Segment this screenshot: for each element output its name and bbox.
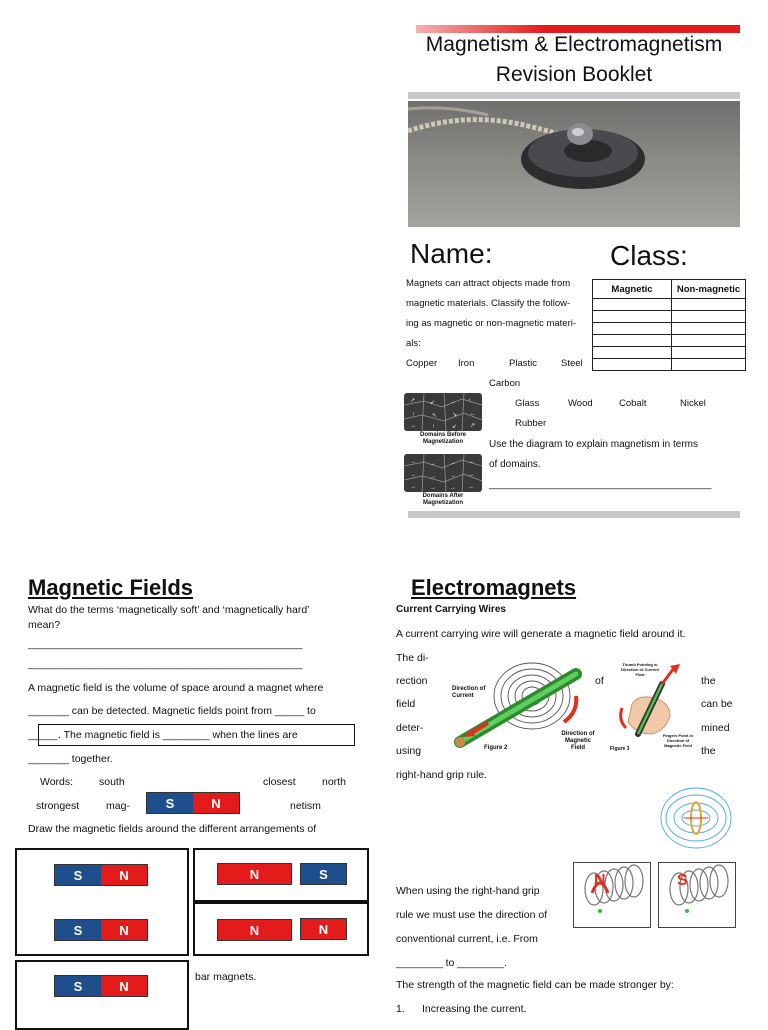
em-right-word: the (701, 745, 716, 757)
bar-magnet (146, 792, 240, 814)
em-rule-line: right-hand grip rule. (396, 769, 488, 781)
em-right-word: the (701, 675, 716, 687)
svg-text:→: → (468, 484, 474, 490)
south-pole: S (301, 864, 346, 884)
material-rubber: Rubber (515, 418, 547, 429)
svg-text:↙: ↙ (430, 400, 436, 406)
bar-magnet (54, 919, 148, 941)
grip-line: ________ to ________. (396, 957, 507, 969)
cover-photo (408, 101, 740, 227)
domains-after-image (404, 454, 482, 492)
material-copper: Copper (406, 358, 438, 369)
material-nickel: Nickel (680, 398, 706, 409)
north-pole: N (101, 865, 147, 885)
coil-diagram-south (658, 862, 736, 928)
solenoid-field-diagram (660, 785, 732, 851)
svg-text:→: → (468, 472, 474, 478)
mf-para-3b: . The magnetic field is ________ when the lines are (58, 729, 298, 741)
svg-text:↙: ↙ (452, 424, 458, 430)
word-netism: netism (290, 800, 321, 812)
class-label: Class: (610, 240, 688, 271)
svg-text:→: → (468, 459, 474, 465)
em-para-1: A current carrying wire will generate a magnetic field around it. (396, 628, 686, 640)
north-pole: N (301, 919, 346, 939)
svg-text:→: → (450, 399, 456, 405)
em-right-word: mined (701, 722, 730, 734)
mf-para-3a: _____ (28, 729, 58, 741)
mf-question-2: mean? (28, 619, 61, 631)
south-pole: S (55, 976, 101, 996)
south-pole: S (55, 865, 101, 885)
south-block (300, 863, 347, 885)
classify-table (592, 279, 746, 371)
domains-after-caption: Domains After Magnetization (422, 493, 464, 506)
svg-text:↓: ↓ (412, 411, 415, 417)
bar-magnets-text: bar magnets. (195, 971, 257, 983)
grip-line: rule we must use the direction of (396, 909, 548, 921)
mf-blank-1: _______________________________________________ (28, 638, 303, 650)
divider (408, 92, 740, 99)
domains-question-1: Use the diagram to explain magnetism in terms (489, 439, 698, 450)
fig2-label-field: Direction of Magnetic Field (561, 731, 595, 751)
em-left-word: field (396, 698, 416, 710)
domains-before-image (404, 393, 482, 431)
svg-text:↑: ↑ (468, 398, 471, 404)
north-block (300, 918, 347, 940)
cover-title-1: Magnetism & Electromagnetism (425, 33, 723, 56)
divider (408, 511, 740, 518)
svg-text:→: → (430, 461, 436, 467)
material-wood: Wood (568, 398, 593, 409)
material-cobalt: Cobalt (619, 398, 647, 409)
em-left-word: using (396, 745, 422, 757)
material-plastic: Plastic (509, 358, 537, 369)
classify-line-4: als: (406, 338, 421, 349)
table-header-magnetic: Magnetic (593, 280, 672, 299)
material-iron: Iron (458, 358, 475, 369)
em-mid-word: of (595, 675, 604, 687)
svg-text:←: ← (470, 411, 476, 417)
grip-line: conventional current, i.e. From (396, 933, 538, 945)
magnetic-fields-heading: Magnetic Fields (28, 575, 194, 600)
north-pole: N (101, 976, 147, 996)
em-left-word: The di- (396, 652, 429, 664)
word-mag: mag- (106, 800, 130, 812)
svg-text:→: → (430, 485, 436, 491)
fig3-label-fingers: Fingers Point in Direction of Magnetic Field (662, 733, 694, 748)
svg-text:→: → (430, 474, 436, 480)
classify-line-1: Magnets can attract objects made from (406, 278, 571, 289)
cover-title-2: Revision Booklet (495, 63, 653, 86)
em-subheading: Current Carrying Wires (396, 604, 506, 615)
svg-text:↖: ↖ (432, 413, 438, 419)
svg-text:↗: ↗ (410, 398, 416, 404)
svg-text:→: → (410, 484, 416, 490)
svg-text:→: → (450, 473, 456, 479)
north-pole: N (101, 920, 147, 940)
south-pole: S (147, 793, 193, 813)
north-block (217, 863, 292, 885)
word-north: north (322, 776, 346, 788)
bar-magnet (54, 864, 148, 886)
mf-question-1: What do the terms ‘magnetically soft’ and ‘magnetically hard’ (28, 604, 310, 616)
mf-para-1: A magnetic field is the volume of space around a magnet where (28, 682, 324, 694)
word-south: south (99, 776, 125, 788)
mf-para-2: _______ can be detected. Magnetic fields point from _____ to (28, 705, 316, 717)
svg-text:→: → (410, 472, 416, 478)
svg-text:↗: ↗ (470, 423, 476, 429)
em-left-word: deter- (396, 722, 424, 734)
list-number: 1. (396, 1003, 405, 1015)
coil-label-n: N (594, 872, 606, 889)
list-item: Increasing the current. (422, 1003, 527, 1015)
material-carbon: Carbon (489, 378, 521, 389)
em-left-word: rection (396, 675, 428, 687)
svg-text:→: → (410, 423, 416, 429)
svg-text:↘: ↘ (452, 412, 458, 418)
north-pole: N (193, 793, 239, 813)
classify-line-2: magnetic materials. Classify the follow- (406, 298, 571, 309)
word-strongest: strongest (36, 800, 80, 812)
svg-text:→: → (410, 459, 416, 465)
material-glass: Glass (515, 398, 540, 409)
fig3-label: Figure 3 (610, 746, 630, 752)
grip-line: When using the right-hand grip (396, 885, 540, 897)
mf-para-4: _______ together. (28, 753, 113, 765)
svg-text:→: → (450, 460, 456, 466)
fig2-label: Figure 2 (484, 745, 508, 751)
north-block (217, 919, 292, 941)
north-pole: N (218, 920, 291, 940)
domains-answer-line: ________________________________________ (489, 479, 712, 490)
em-right-word: can be (701, 698, 733, 710)
strength-line: The strength of the magnetic field can be made stronger by: (396, 979, 674, 991)
mf-draw-text: Draw the magnetic fields around the different arrangements of (28, 823, 317, 835)
bar-magnet (54, 975, 148, 997)
table-header-nonmagnetic: Non-magnetic (672, 280, 746, 299)
domains-before-caption: Domains Before Magnetization (419, 432, 466, 445)
name-label: Name: (410, 238, 493, 269)
coil-label-s: S (677, 872, 688, 889)
coil-diagram-north (573, 862, 651, 928)
north-pole: N (218, 864, 291, 884)
fig3-label-thumb: Thumb Pointing in Direction of Current Flow (621, 662, 659, 677)
material-steel: Steel (561, 358, 583, 369)
electromagnets-heading: Electromagnets (411, 575, 577, 600)
mf-blank-2: _______________________________________________ (28, 658, 303, 670)
fig2-label-current: Direction of Current (452, 686, 486, 699)
word-closest: closest (263, 776, 296, 788)
words-label: Words: (40, 776, 74, 788)
svg-text:↑: ↑ (432, 424, 435, 430)
south-pole: S (55, 920, 101, 940)
domains-question-2: of domains. (489, 459, 541, 470)
svg-text:→: → (450, 485, 456, 491)
classify-line-3: ing as magnetic or non-magnetic materi- (406, 318, 577, 329)
